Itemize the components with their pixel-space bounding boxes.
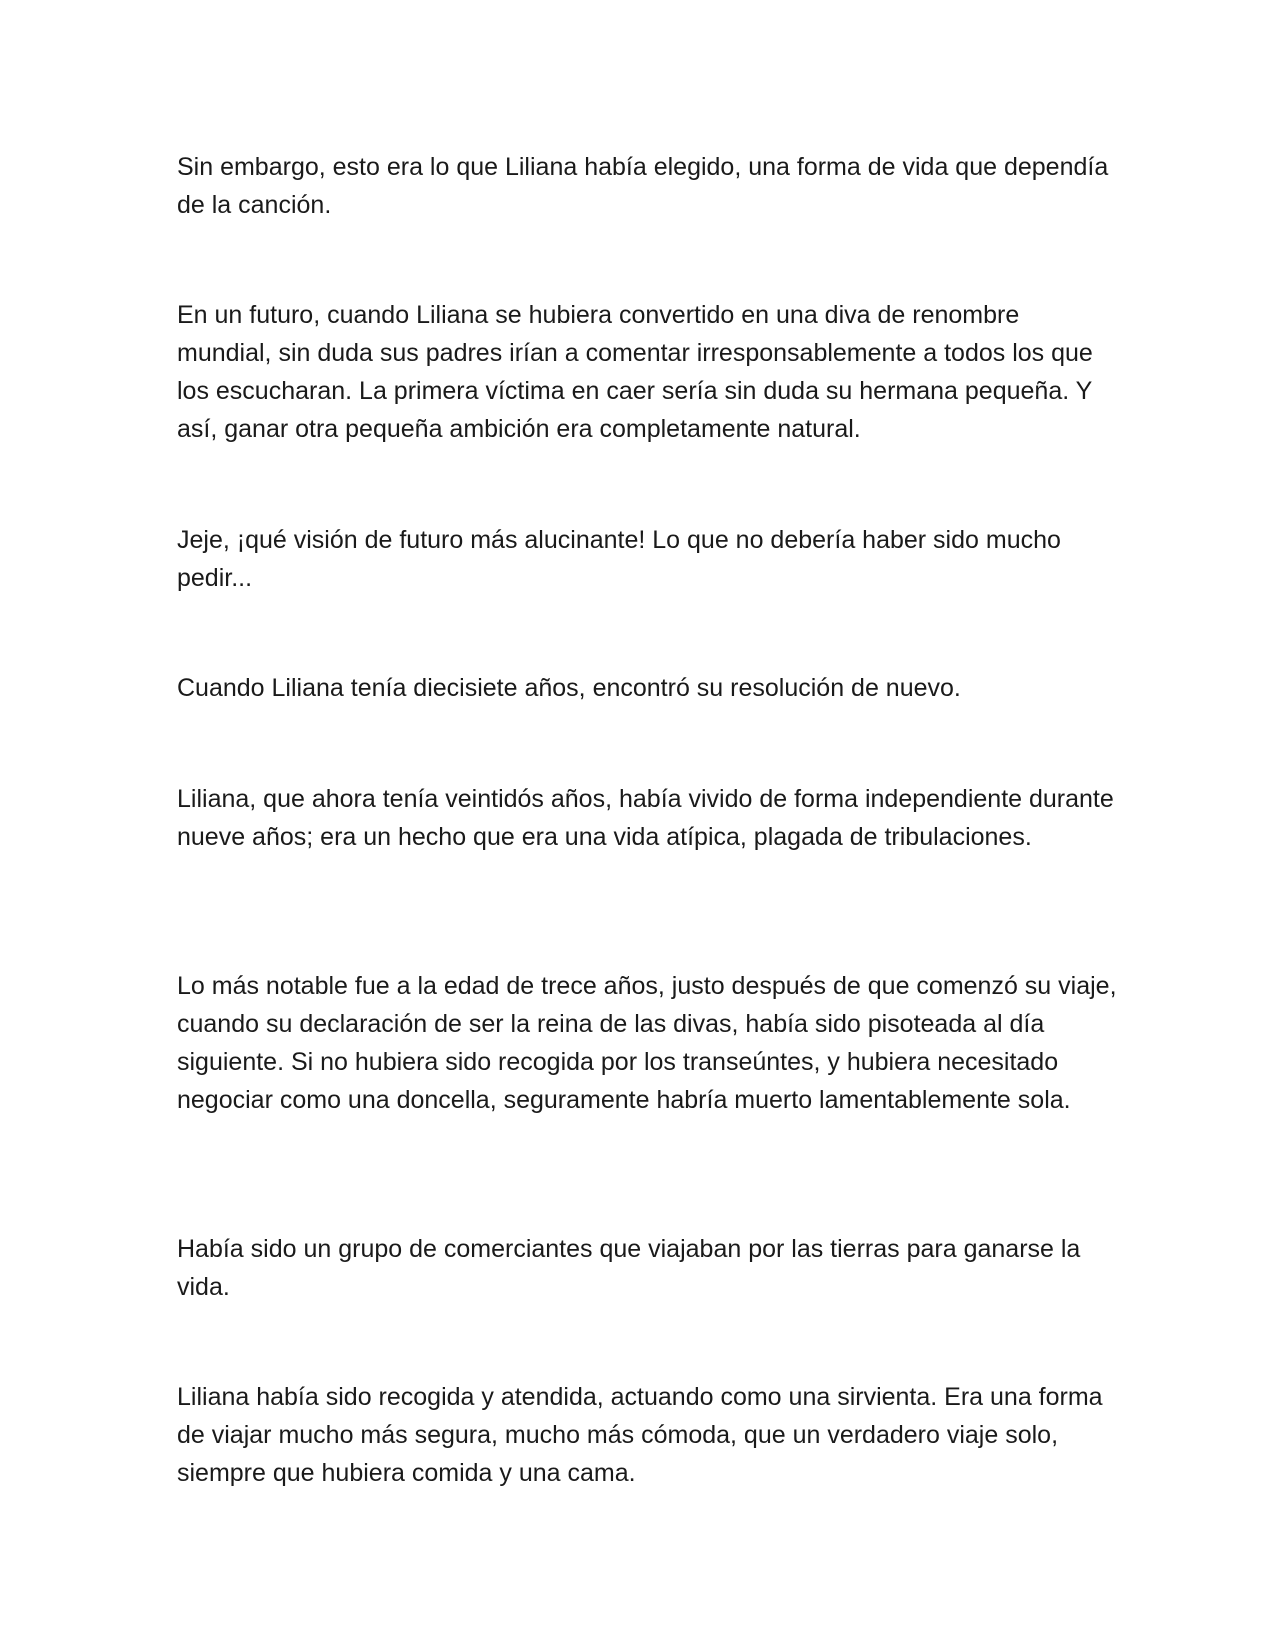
paragraph-8: Liliana había sido recogida y atendida, actuando como una sirvienta. Era una forma de viajar mucho más segura, mucho más cómoda, que un verdadero viaje solo, siempre que hubiera comida y una cama. xyxy=(177,1383,1103,1487)
paragraph-2: En un futuro, cuando Liliana se hubiera convertido en una diva de renombre mundial, sin duda sus padres irían a comentar irresponsablemente a todos los que los escucharan. La primera víctima en caer sería sin duda su hermana pequeña. Y así, ganar otra pequeña ambición era completamente natural. xyxy=(177,301,1093,443)
paragraph-4: Cuando Liliana tenía diecisiete años, encontró su resolución de nuevo. xyxy=(177,674,961,702)
paragraph-3: Jeje, ¡qué visión de futuro más alucinante! Lo que no debería haber sido mucho pedir... xyxy=(177,526,1061,592)
paragraph-7: Había sido un grupo de comerciantes que viajaban por las tierras para ganarse la vida. xyxy=(177,1235,1081,1301)
paragraph-5: Liliana, que ahora tenía veintidós años, había vivido de forma independiente durante nueve años; era un hecho que era una vida atípica, plagada de tribulaciones. xyxy=(177,785,1114,851)
paragraph-1: Sin embargo, esto era lo que Liliana había elegido, una forma de vida que dependía de la canción. xyxy=(177,153,1109,219)
paragraph-6: Lo más notable fue a la edad de trece años, justo después de que comenzó su viaje, cuando su declaración de ser la reina de las divas, había sido pisoteada al día siguiente. Si no hubiera sido recogida por los transeúntes, y hubiera necesitado negociar como una doncella, seguramente habría muerto lamentablemente sola. xyxy=(177,972,1117,1114)
